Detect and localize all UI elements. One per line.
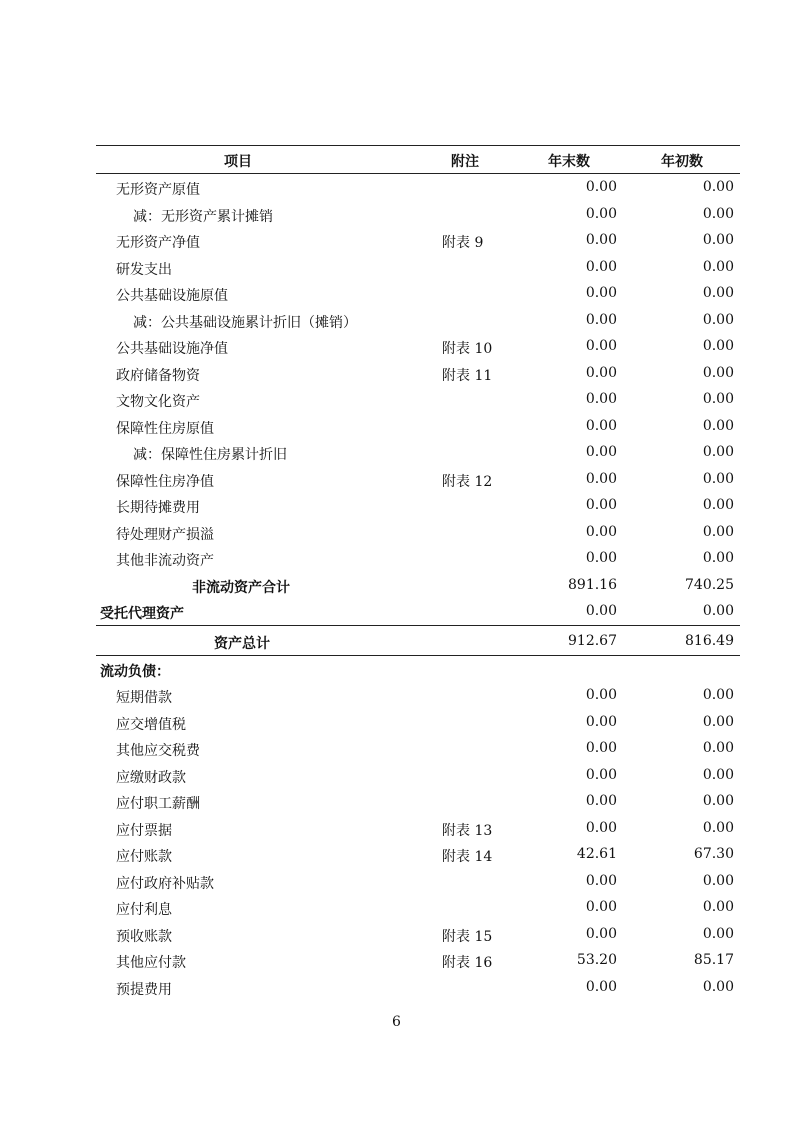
- row-year-end: 0.00: [585, 766, 617, 783]
- row-label: 应付利息: [116, 902, 172, 918]
- row-year-begin: 0.00: [702, 205, 734, 222]
- row-label: 应付政府补贴款: [116, 875, 214, 892]
- row-year-begin: 0.00: [702, 819, 734, 836]
- row-label: 应付账款: [116, 849, 172, 865]
- row-year-begin: 0.00: [702, 523, 734, 540]
- table-row: [96, 921, 740, 948]
- row-year-end: 0.00: [585, 899, 617, 915]
- table-row: [96, 466, 740, 493]
- row-year-end: 0.00: [585, 285, 617, 301]
- table-row: [96, 492, 740, 519]
- table-row: [96, 413, 740, 440]
- row-year-begin: 0.00: [702, 391, 734, 407]
- row-year-end: 0.00: [585, 603, 617, 619]
- table-row: [96, 894, 740, 921]
- row-year-end: 0.00: [585, 179, 617, 195]
- row-label: 文物文化资产: [116, 394, 200, 410]
- row-year-end: 0.00: [585, 872, 617, 889]
- row-label: 公共基础设施净值: [116, 341, 228, 357]
- table-row: [96, 545, 740, 572]
- header-year-begin: 年初数: [661, 154, 703, 170]
- row-note: 附表 13: [442, 822, 493, 839]
- row-year-begin: 0.00: [702, 179, 734, 195]
- row-label: 保障性住房净值: [116, 473, 214, 490]
- row-label: 保障性住房原值: [116, 420, 214, 437]
- table-row: [96, 974, 740, 1001]
- row-year-begin: 0.00: [702, 232, 734, 248]
- row-note: 附表 14: [442, 849, 493, 865]
- table-row: [96, 519, 740, 546]
- row-label: 预收账款: [116, 928, 172, 945]
- table-row: [96, 788, 740, 815]
- page-number: 6: [392, 1014, 401, 1030]
- table-row: [96, 280, 740, 307]
- row-label: 无形资产原值: [116, 182, 200, 198]
- table-row: [96, 735, 740, 762]
- table-row: [96, 227, 740, 254]
- row-label: 长期待摊费用: [116, 500, 200, 516]
- row-year-begin: 0.00: [702, 766, 734, 783]
- table-row: [96, 254, 740, 281]
- row-year-begin: 0.00: [702, 872, 734, 889]
- row-label: 减：公共基础设施累计折旧（摊销）: [133, 314, 357, 331]
- section-heading-row: [96, 656, 740, 683]
- row-year-end: 0.00: [585, 497, 617, 513]
- table-row: [96, 709, 740, 736]
- row-label: 资产总计: [214, 635, 270, 652]
- row-year-end: 0.00: [585, 444, 617, 460]
- row-year-begin: 0.00: [702, 444, 734, 460]
- table-row: [96, 841, 740, 868]
- row-year-end: 0.00: [585, 232, 617, 248]
- row-year-end: 0.00: [585, 470, 617, 487]
- row-note: 附表 9: [442, 235, 484, 251]
- row-year-end: 0.00: [585, 740, 617, 756]
- row-year-begin: 0.00: [702, 258, 734, 275]
- row-note: 附表 11: [442, 367, 493, 384]
- row-year-begin: 0.00: [702, 603, 734, 619]
- table-row: [96, 947, 740, 974]
- header-note: 附注: [451, 154, 479, 170]
- row-label: 流动负债：: [100, 663, 170, 680]
- table-row: [96, 386, 740, 413]
- row-year-begin: 0.00: [702, 740, 734, 756]
- row-year-end: 0.00: [585, 417, 617, 434]
- table-row: [96, 307, 740, 334]
- balance-sheet-table: [96, 145, 740, 1000]
- row-label: 短期借款: [116, 690, 172, 706]
- row-year-end: 0.00: [585, 258, 617, 275]
- row-label: 应缴财政款: [116, 769, 186, 786]
- table-row: [96, 333, 740, 360]
- row-year-end: 0.00: [585, 819, 617, 836]
- row-label: 预提费用: [116, 981, 172, 998]
- row-year-begin: 816.49: [685, 632, 734, 649]
- row-year-end: 42.61: [576, 846, 617, 862]
- table-row: [96, 815, 740, 842]
- row-label: 减：无形资产累计摊销: [133, 208, 273, 225]
- subtotal-row: [96, 572, 740, 599]
- row-year-end: 0.00: [585, 391, 617, 407]
- row-label: 公共基础设施原值: [116, 288, 228, 304]
- table-row: [96, 682, 740, 709]
- header-item: 项目: [224, 154, 252, 170]
- row-year-begin: 0.00: [702, 497, 734, 513]
- table-row: [96, 360, 740, 387]
- row-year-begin: 67.30: [693, 846, 734, 862]
- row-year-end: 0.00: [585, 311, 617, 328]
- row-year-begin: 0.00: [702, 311, 734, 328]
- row-year-end: 0.00: [585, 925, 617, 942]
- row-year-end: 0.00: [585, 550, 617, 566]
- row-year-begin: 0.00: [702, 338, 734, 354]
- table-row: [96, 174, 740, 201]
- row-year-begin: 740.25: [685, 576, 734, 593]
- row-year-begin: 0.00: [702, 285, 734, 301]
- row-label: 无形资产净值: [116, 235, 200, 251]
- row-year-begin: 0.00: [702, 417, 734, 434]
- row-year-begin: 85.17: [693, 952, 734, 968]
- row-year-begin: 0.00: [702, 978, 734, 995]
- table-row: [96, 201, 740, 228]
- row-year-begin: 0.00: [702, 713, 734, 730]
- row-year-end: 0.00: [585, 793, 617, 809]
- row-label: 受托代理资产: [100, 606, 184, 622]
- row-label: 减：保障性住房累计折旧: [133, 447, 287, 463]
- row-year-begin: 0.00: [702, 364, 734, 381]
- row-year-end: 0.00: [585, 338, 617, 354]
- row-year-begin: 0.00: [702, 793, 734, 809]
- table-header: [96, 145, 740, 174]
- row-year-end: 0.00: [585, 978, 617, 995]
- table-row: [96, 868, 740, 895]
- row-label: 待处理财产损溢: [116, 526, 214, 543]
- table-row: [96, 439, 740, 466]
- row-year-end: 0.00: [585, 205, 617, 222]
- row-note: 附表 12: [442, 473, 493, 490]
- row-year-end: 0.00: [585, 364, 617, 381]
- row-label: 应付职工薪酬: [116, 796, 200, 812]
- row-year-begin: 0.00: [702, 550, 734, 566]
- table-row: [96, 598, 740, 626]
- row-label: 其他应交税费: [116, 743, 200, 759]
- row-note: 附表 16: [442, 955, 493, 971]
- table-row: [96, 762, 740, 789]
- row-label: 政府储备物资: [116, 367, 200, 384]
- row-label: 应交增值税: [116, 716, 186, 733]
- row-year-end: 0.00: [585, 523, 617, 540]
- row-year-end: 0.00: [585, 713, 617, 730]
- row-year-begin: 0.00: [702, 470, 734, 487]
- row-year-begin: 0.00: [702, 925, 734, 942]
- row-year-begin: 0.00: [702, 687, 734, 703]
- row-year-begin: 0.00: [702, 899, 734, 915]
- row-label: 其他非流动资产: [116, 553, 214, 569]
- row-note: 附表 10: [442, 341, 493, 357]
- row-label: 研发支出: [116, 261, 172, 278]
- row-year-end: 891.16: [568, 576, 617, 593]
- row-year-end: 0.00: [585, 687, 617, 703]
- row-year-end: 53.20: [576, 952, 617, 968]
- total-row: [96, 626, 740, 656]
- row-note: 附表 15: [442, 928, 493, 945]
- row-label: 应付票据: [116, 822, 172, 839]
- header-year-end: 年末数: [548, 154, 590, 170]
- row-label: 非流动资产合计: [192, 579, 290, 596]
- row-year-end: 912.67: [568, 632, 617, 649]
- row-label: 其他应付款: [116, 955, 186, 971]
